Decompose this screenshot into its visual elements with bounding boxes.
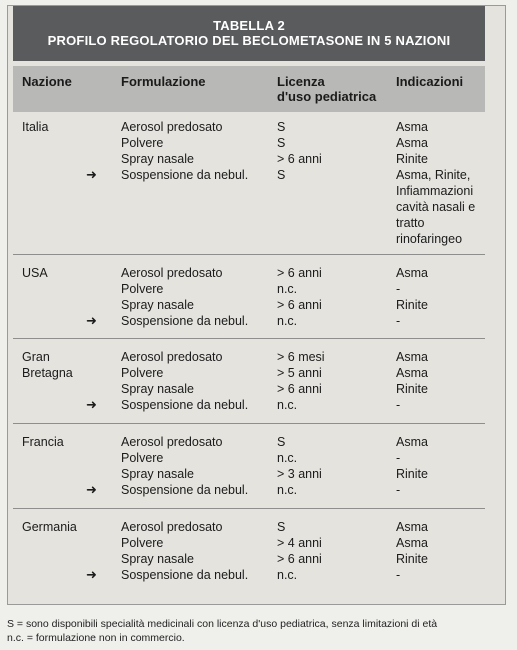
indication-cell: Asma (396, 366, 428, 380)
header-indications: Indicazioni (396, 74, 464, 89)
header-license-line2: d'uso pediatrica (277, 89, 377, 104)
indication-cell: Asma (396, 435, 428, 449)
table-header (13, 66, 485, 112)
formulation-cell: Aerosol predosato (121, 350, 223, 364)
indication-cell: Infiammazioni (396, 184, 474, 198)
indication-cell: Asma, Rinite, (396, 168, 471, 182)
formulation-cell: Aerosol predosato (121, 266, 223, 280)
nation-name: USA (22, 266, 48, 280)
indication-cell: Asma (396, 120, 428, 134)
arrow-icon: ➜ (86, 482, 97, 497)
nation-name: Italia (22, 120, 49, 134)
indication-cell: Asma (396, 536, 428, 550)
indication-cell: Rinite (396, 467, 428, 481)
indication-cell: tratto (396, 216, 425, 230)
license-cell: S (277, 168, 286, 182)
header-license (277, 74, 376, 104)
formulation-cell: Aerosol predosato (121, 435, 223, 449)
formulation-cell: Spray nasale (121, 467, 194, 481)
section-divider (13, 338, 485, 339)
arrow-icon: ➜ (86, 567, 97, 582)
indication-cell: Rinite (396, 552, 428, 566)
table-number: TABELLA 2 (213, 18, 285, 33)
license-cell: > 6 anni (277, 266, 322, 280)
header-license-line1: Licenza (277, 74, 325, 89)
formulation-cell: Aerosol predosato (121, 520, 223, 534)
formulation-cell: Polvere (121, 536, 164, 550)
license-cell: > 6 anni (277, 298, 322, 312)
nation-name: Gran (22, 350, 50, 364)
indication-cell: - (396, 451, 401, 465)
footnote-s: S = sono disponibili specialità medicinali con licenza d'uso pediatrica, senza limitazioni di età (7, 618, 438, 630)
formulation-cell: Polvere (121, 366, 164, 380)
license-cell: n.c. (277, 314, 298, 328)
formulation-cell: Sospensione da nebul. (121, 168, 249, 182)
formulation-cell: Aerosol predosato (121, 120, 223, 134)
arrow-icon: ➜ (86, 167, 97, 182)
arrow-icon: ➜ (86, 313, 97, 328)
license-cell: > 4 anni (277, 536, 322, 550)
indication-cell: - (396, 568, 401, 582)
license-cell: > 6 anni (277, 552, 322, 566)
header-nation: Nazione (22, 74, 72, 89)
indication-cell: Rinite (396, 152, 428, 166)
license-cell: S (277, 520, 286, 534)
license-cell: n.c. (277, 451, 298, 465)
formulation-cell: Spray nasale (121, 382, 194, 396)
nation-name: Francia (22, 435, 64, 449)
license-cell: > 6 anni (277, 152, 322, 166)
license-cell: > 6 mesi (277, 350, 325, 364)
license-cell: n.c. (277, 282, 298, 296)
indication-cell: Rinite (396, 298, 428, 312)
license-cell: S (277, 136, 286, 150)
indication-cell: Asma (396, 266, 428, 280)
license-cell: > 6 anni (277, 382, 322, 396)
indication-cell: - (396, 282, 401, 296)
section-divider (13, 423, 485, 424)
footnotes (7, 617, 437, 645)
table-title-bar (13, 6, 485, 61)
indication-cell: - (396, 483, 401, 497)
indication-cell: Asma (396, 520, 428, 534)
formulation-cell: Spray nasale (121, 552, 194, 566)
footnote-nc: n.c. = formulazione non in commercio. (7, 632, 185, 644)
section-divider (13, 254, 485, 255)
arrow-icon: ➜ (86, 397, 97, 412)
license-cell: S (277, 120, 286, 134)
formulation-cell: Sospensione da nebul. (121, 568, 249, 582)
formulation-cell: Polvere (121, 282, 164, 296)
license-cell: S (277, 435, 286, 449)
section-divider (13, 508, 485, 509)
formulation-cell: Sospensione da nebul. (121, 483, 249, 497)
license-cell: > 3 anni (277, 467, 322, 481)
table-title: PROFILO REGOLATORIO DEL BECLOMETASONE IN 5 NAZIONI (47, 33, 451, 48)
nation-name: Germania (22, 520, 77, 534)
indication-cell: Rinite (396, 382, 428, 396)
license-cell: > 5 anni (277, 366, 322, 380)
indication-cell: rinofaringeo (396, 232, 463, 246)
formulation-cell: Spray nasale (121, 298, 194, 312)
formulation-cell: Sospensione da nebul. (121, 314, 249, 328)
indication-cell: cavità nasali e (396, 200, 476, 214)
indication-cell: - (396, 398, 401, 412)
indication-cell: Asma (396, 136, 428, 150)
license-cell: n.c. (277, 568, 298, 582)
license-cell: n.c. (277, 483, 298, 497)
license-cell: n.c. (277, 398, 298, 412)
indication-cell: - (396, 314, 401, 328)
nation-name: Bretagna (22, 366, 73, 380)
header-formulation: Formulazione (121, 74, 206, 89)
formulation-cell: Spray nasale (121, 152, 194, 166)
indication-cell: Asma (396, 350, 428, 364)
formulation-cell: Polvere (121, 136, 164, 150)
formulation-cell: Polvere (121, 451, 164, 465)
formulation-cell: Sospensione da nebul. (121, 398, 249, 412)
